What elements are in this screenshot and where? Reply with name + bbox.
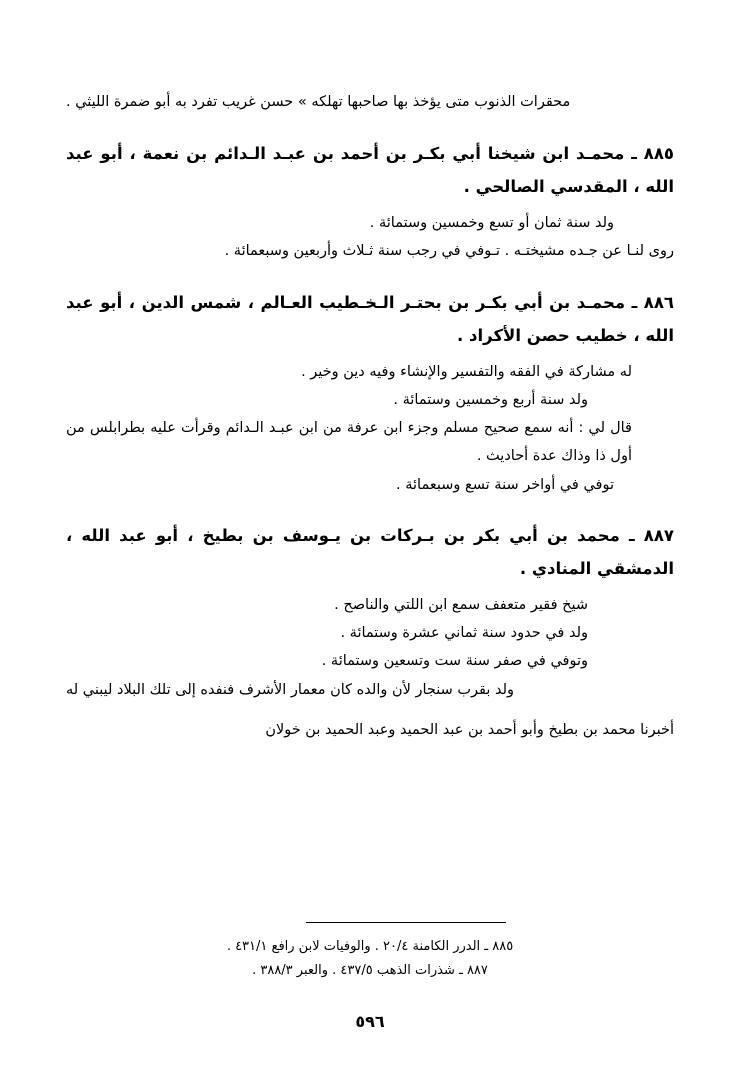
page-number: ٥٩٦ (355, 1012, 385, 1031)
entry-line: قال لي : أنه سمع صحيح مسلم وجزء ابن عرفة من ابن عبـد الـدائم وقرأت عليه بطرابلس من أول ذا وذاك عدة أحاديث . (66, 420, 632, 465)
entry-headline: ٨٨٥ ـ محمـد ابن شيخنا أبي بكـر بن أحمد بن عبـد الـدائم بن نعمة ، أبو عبد الله ، المقدسي الصالحي . (66, 144, 674, 196)
footnote-item: ٨٨٥ ـ الدرر الكامنة ٢٠/٤ . والوفيات لابن رافع ٤٣١/١ . (226, 938, 514, 954)
entry-line: شيخ فقير متعفف سمع ابن اللتي والناصح . (334, 596, 588, 613)
entry-line: توفي في أواخر سنة تسع وسبعمائة . (396, 476, 614, 493)
entry-line: أخبرنا محمد بن بطيخ وأبو أحمد بن عبد الحميد وعبد الحميد بن خولان (265, 721, 674, 738)
page-content (66, 88, 674, 754)
footnotes-section (66, 922, 674, 984)
biography-entry-887 (66, 519, 674, 744)
biography-entry-886 (66, 286, 674, 499)
entry-line: ولد سنة ثمان أو تسع وخمسين وستمائة . (369, 215, 614, 231)
entry-line: ولد سنة أربع وخمسين وستمائة . (393, 391, 588, 408)
intro-paragraph: محقرات الذنوب متى يؤخذ بها صاحبها تهلكه » حسن غريب تفرد به أبو ضمرة اللیثي . (66, 94, 571, 110)
footnote-item: ٨٨٧ ـ شذرات الذهب ٤٣٧/٥ . والعبر ٣٨٨/٣ . (252, 963, 488, 979)
entry-line: روى لنـا عن جـده مشيختـه . تـوفي في رجب سنة ثـلاث وأربعين وسبعمائة . (224, 243, 674, 260)
entry-headline: ٨٨٦ ـ محمـد بن أبي بكـر بن بحتـر الـخـطيب العـالم ، شمس الدين ، أبو عبد الله ، خطيب حصن الأكراد . (66, 292, 674, 345)
entry-headline: ٨٨٧ ـ محمد بن أبي بكر بن بـركات بن يـوسف بن بطيخ ، أبو عبد الله ، الدمشقي المنادي . (66, 525, 674, 578)
footnote-divider (306, 922, 506, 923)
biography-entry-885 (66, 137, 674, 266)
entry-line: له مشاركة في الفقه والتفسير والإنشاء وفيه دين وخير . (301, 363, 632, 380)
entry-line: ولد بقرب سنجار لأن والده كان معمار الأشرف فنفده إلى تلك البلاد ليبني له (66, 681, 515, 698)
entry-line: ولد في حدود سنة ثماني عشرة وستمائة . (340, 625, 588, 642)
entry-line: وتوفي في صفر سنة ست وتسعين وستمائة . (321, 653, 588, 670)
